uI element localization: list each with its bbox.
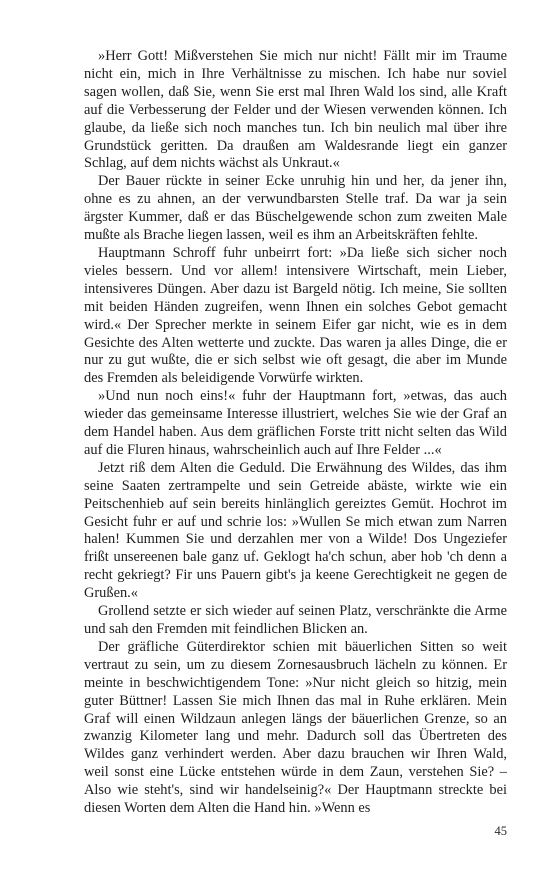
paragraph: Der gräfliche Güterdirektor schien mit bäuerlichen Sitten so weit vertraut zu sein, um zu diesem Zornesausbruch lächeln zu können. Er meinte in beschwichtigendem Tone: »Nur nicht gleich so hitzig, mein guter Büttner! Lassen Sie mich Ihnen das mal in Ruhe erklären. Mein Graf will einen Wildzaun anlegen längs der bäuerlichen Grenze, so an zwanzig Kilometer lang und mehr. Dadurch soll das Übertreten des Wildes ganz verhindert werden. Aber dazu brauchen wir Ihren Wald, weil sonst eine Lücke entstehen würde in dem Zaun, verstehen Sie? – Also wie steht's, sind wir handelseinig?« Der Hauptmann streckte bei diesen Worten dem Alten die Hand hin. »Wenn es: [84, 638, 507, 817]
paragraph: Grollend setzte er sich wieder auf seinen Platz, verschränkte die Arme und sah den Fremden mit feindlichen Blicken an.: [84, 603, 507, 637]
paragraph: Jetzt riß dem Alten die Geduld. Die Erwähnung des Wildes, das ihm seine Saaten zertrampelte und sein Getreide abäste, wirkte wie ein Peitschenhieb auf sein bereits hinlänglich gereiztes Gemüt. Hochrot im Gesicht fuhr er auf und schrie los: »Wullen Se mich etwan zum Narren halen! Kummen Sie und derzahlen mer von a Wilde! Dos Ungeziefer frißt unsereenen bale ganz uf. Geklogt ha'ch schun, aber hob 'ch denn a recht gekriegt? Fir uns Pauern gibt's ja keene Gerechtigkeit ne gegen de Grußen.«: [84, 459, 507, 602]
paragraph: Hauptmann Schroff fuhr unbeirrt fort: »Da ließe sich sicher noch vieles bessern. Und vor allem! intensivere Wirtschaft, mein Lieber, intensiveres Düngen. Aber dazu ist Bargeld nötig. Ich meine, Sie sollten mit beiden Händen zugreifen, wenn Ihnen ein solches Gebot gemacht wird.« Der Sprecher merkte in seinem Eifer gar nicht, wie es in dem Gesichte des Alten wetterte und zuckte. Das waren ja alles Dinge, die er nur zu gut wußte, die er sich selbst wie oft gesagt, die aber im Munde des Fremden als beleidigende Vorwürfe wirkten.: [84, 244, 507, 387]
page-number: 45: [494, 824, 507, 838]
paragraph: »Herr Gott! Mißverstehen Sie mich nur nicht! Fällt mir im Traume nicht ein, mich in Ihre Verhältnisse zu mischen. Ich habe nur soviel sagen wollen, daß Sie, wenn Sie erst mal Ihren Wald los sind, alle Kraft auf die Verbesserung der Felder und der Wiesen verwenden können. Ich glaube, da ließe sich noch manches tun. Ich bin neulich mal über ihre Grundstück geritten. Da draußen am Waldesrande liegt ein ganzer Schlag, auf dem nichts wächst als Unkraut.«: [84, 48, 507, 172]
paragraph: »Und nun noch eins!« fuhr der Hauptmann fort, »etwas, das auch wieder das gemeinsame Interesse illustriert, welches Sie wie der Graf an dem Handel haben. Aus dem gräflichen Forste tritt nicht selten das Wild auf die Fluren hinaus, wahrscheinlich auch auf Ihre Felder ...«: [84, 388, 507, 458]
body-text: [84, 48, 507, 818]
paragraph: Der Bauer rückte in seiner Ecke unruhig hin und her, da jener ihn, ohne es zu ahnen, an der verwundbarsten Stelle traf. Da war ja sein ärgster Kummer, daß er das Büschelgewende schon zum zweiten Male mußte als Brache liegen lassen, weil es ihm an Arbeitskräften fehlte.: [84, 173, 507, 244]
